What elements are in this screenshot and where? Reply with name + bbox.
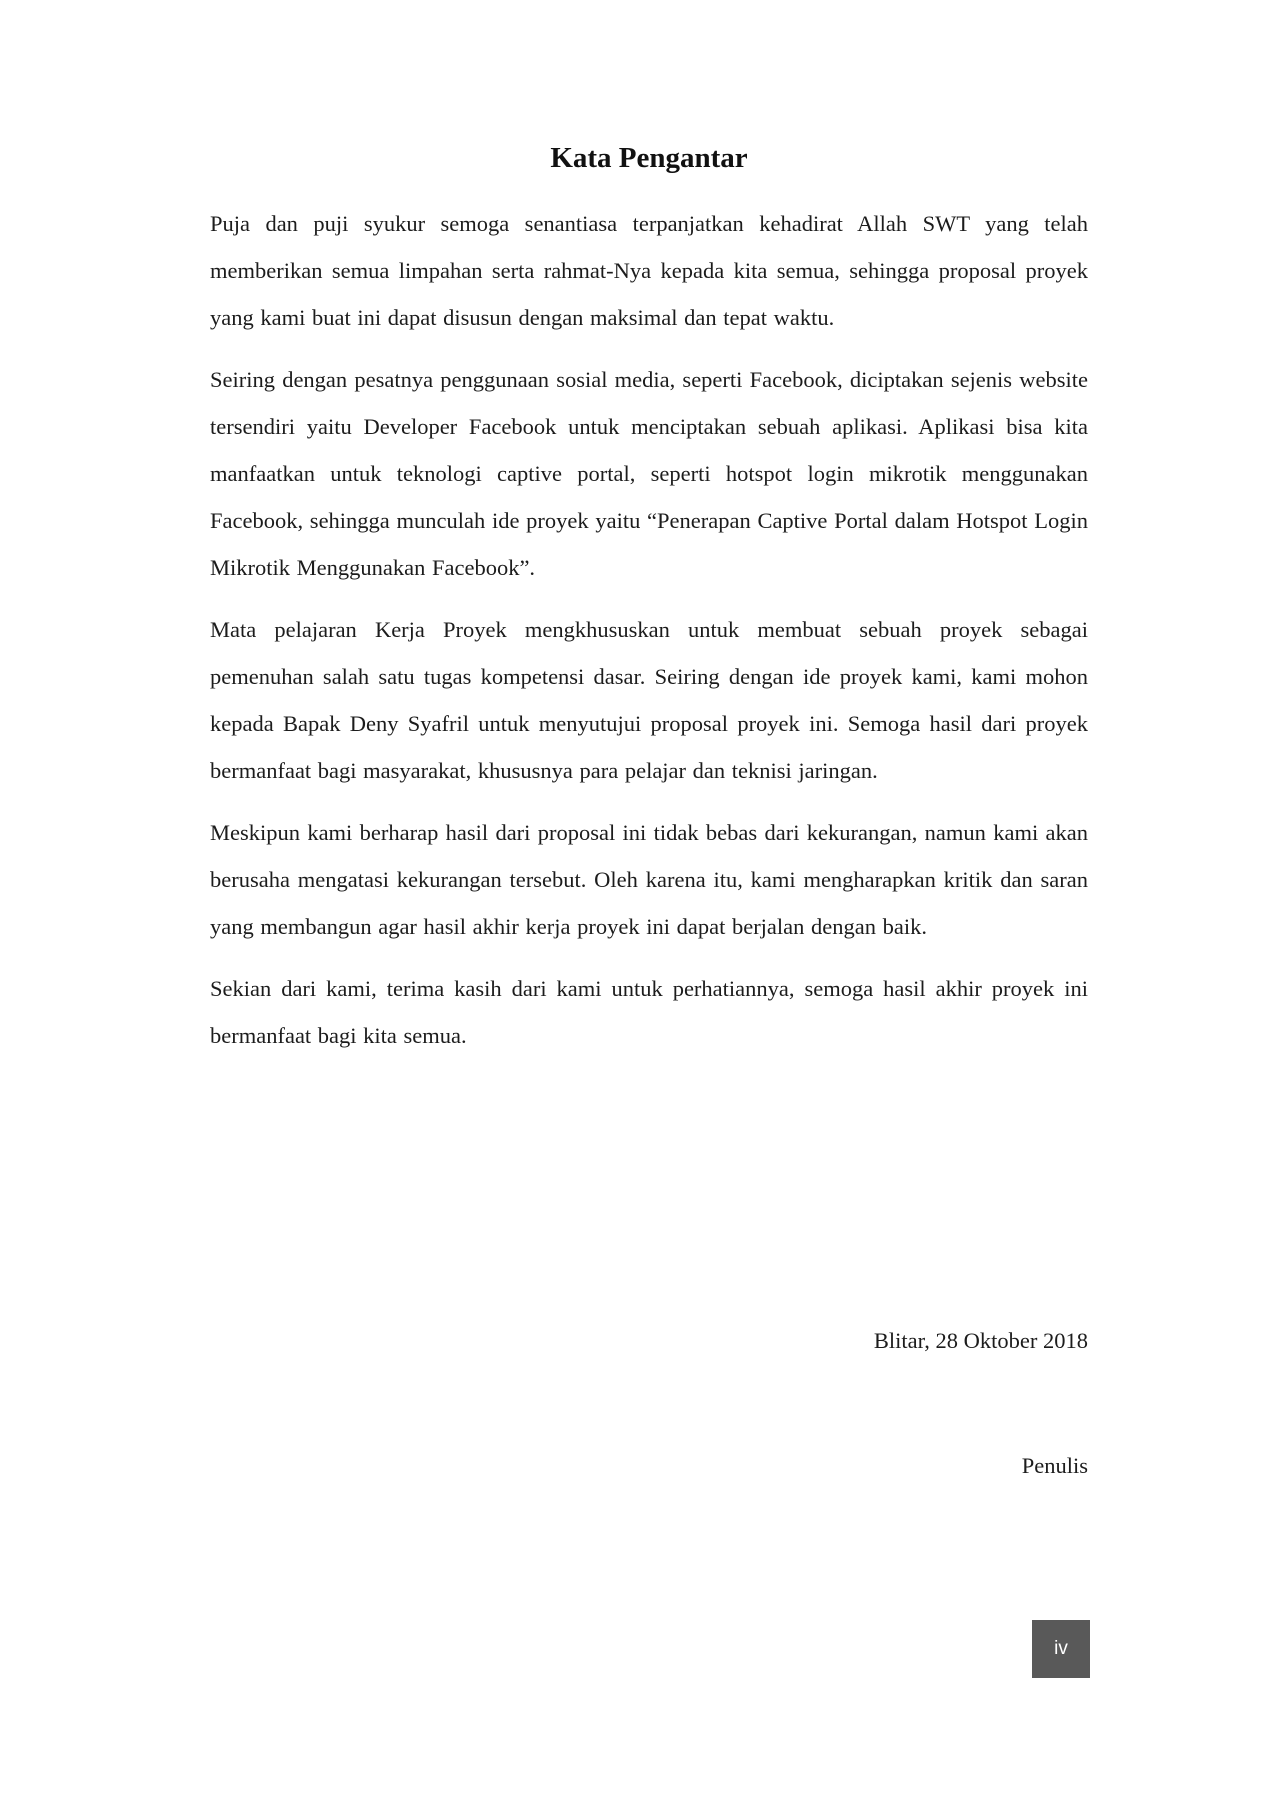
paragraph: Mata pelajaran Kerja Proyek mengkhususkan untuk membuat sebuah proyek sebagai pemenuhan salah satu tugas kompetensi dasar. Seiring dengan ide proyek kami, kami mohon kepada Bapak Deny Syafril untuk menyutujui proposal proyek ini. Semoga hasil dari proyek bermanfaat bagi masyarakat, khususnya para pelajar dan teknisi jaringan.: [210, 617, 1088, 783]
page-title: Kata Pengantar: [550, 142, 748, 174]
paragraph: Seiring dengan pesatnya penggunaan sosial media, seperti Facebook, diciptakan sejenis website tersendiri yaitu Developer Facebook untuk menciptakan sebuah aplikasi. Aplikasi bisa kita manfaatkan untuk teknologi captive portal, seperti hotspot login mikrotik menggunakan Facebook, sehingga munculah ide proyek yaitu “Penerapan Captive Portal dalam Hotspot Login Mikrotik Menggunakan Facebook”.: [210, 367, 1088, 580]
paragraph: Meskipun kami berharap hasil dari proposal ini tidak bebas dari kekurangan, namun kami akan berusaha mengatasi kekurangan tersebut. Oleh karena itu, kami mengharapkan kritik dan saran yang membangun agar hasil akhir kerja proyek ini dapat berjalan dengan baik.: [210, 820, 1088, 939]
page-number-badge: [1032, 1620, 1090, 1678]
signature-author: Penulis: [1021, 1453, 1088, 1478]
page-content: [210, 138, 1088, 1489]
paragraph: Sekian dari kami, terima kasih dari kami untuk perhatiannya, semoga hasil akhir proyek ini bermanfaat bagi kita semua.: [210, 976, 1088, 1048]
page-number: iv: [1054, 1638, 1068, 1659]
signature-place-date: Blitar, 28 Oktober 2018: [873, 1328, 1088, 1353]
paragraph: Puja dan puji syukur semoga senantiasa terpanjatkan kehadirat Allah SWT yang telah memberikan semua limpahan serta rahmat-Nya kepada kita semua, sehingga proposal proyek yang kami buat ini dapat disusun dengan maksimal dan tepat waktu.: [210, 211, 1088, 330]
